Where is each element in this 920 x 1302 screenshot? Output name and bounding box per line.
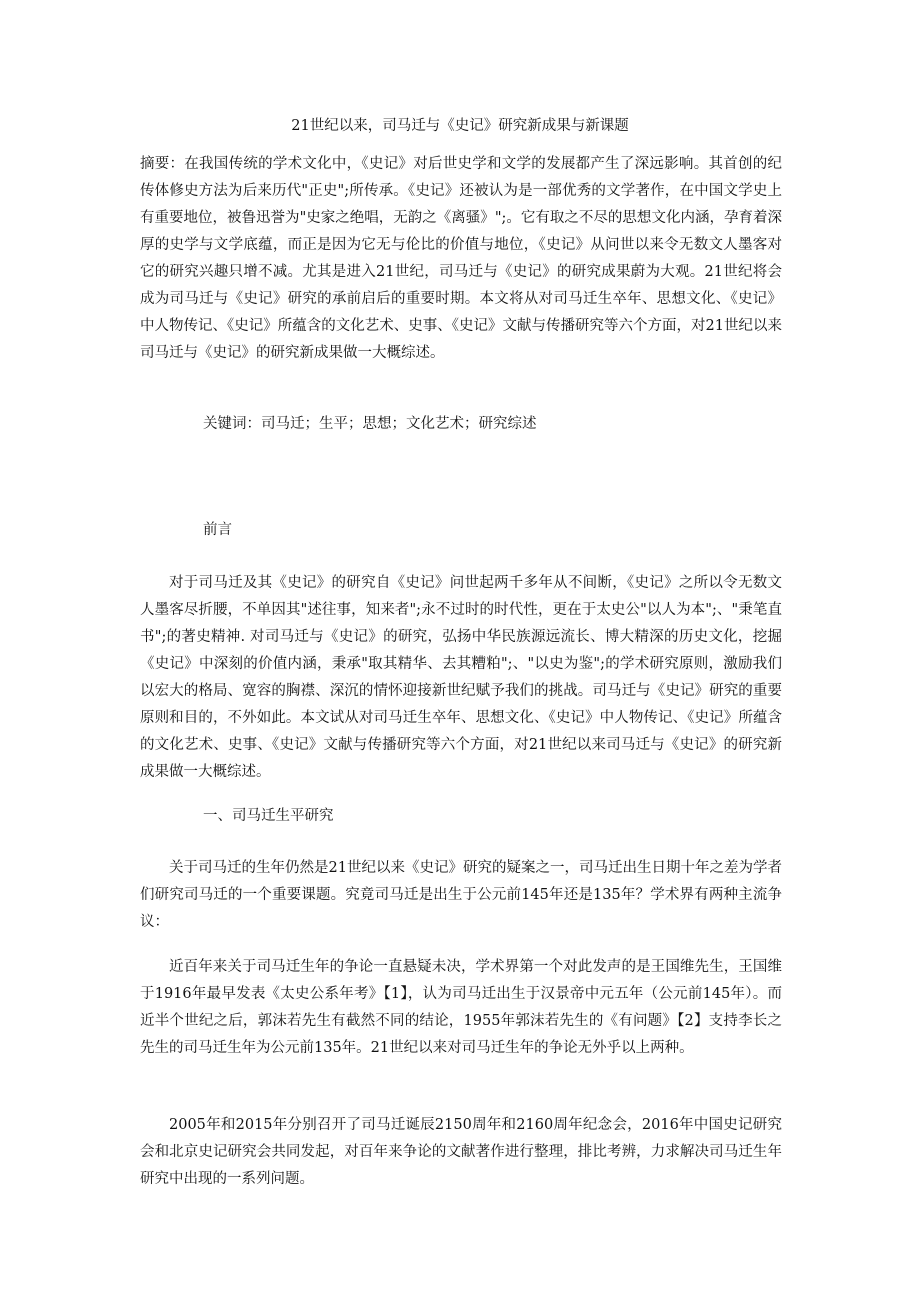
section-1-paragraph-2: 近百年来关于司马迁生年的争论一直悬疑未决，学术界第一个对此发声的是王国维先生，王国维于1916年最早发表《太史公系年考》【1】，认为司马迁出生于汉景帝中元五年（公元前145年）。而近半个世纪之后，郭沫若先生有截然不同的结论，1955年郭沫若先生的《有问题》【2】支持李长之先生的司马迁生年为公元前135年。21世纪以来对司马迁生年的争论无外乎以上两种。 [140, 959, 782, 1056]
document-title: 21世纪以来，司马迁与《史记》研究新成果与新课题 [291, 118, 629, 134]
abstract-paragraph: 摘要：在我国传统的学术文化中，《史记》对后世史学和文学的发展都产生了深远影响。其首创的纪传体修史方法为后来历代"正史";所传承。《史记》还被认为是一部优秀的文学著作，在中国文学史上有重要地位，被鲁迅誉为"史家之绝唱，无韵之《离骚》";。它有取之不尽的思想文化内涵，孕育着深厚的史学与文学底蕴，而正是因为它无与伦比的价值与地位，《史记》从问世以来令无数文人墨客对它的研究兴趣只增不减。尤其是进入21世纪，司马迁与《史记》的研究成果蔚为大观。21世纪将会成为司马迁与《史记》研究的承前启后的重要时期。本文将从对司马迁生卒年、思想文化、《史记》中人物传记、《史记》所蕴含的文化艺术、史事、《史记》文献与传播研究等六个方面，对21世纪以来司马迁与《史记》的研究新成果做一大概综述。 [140, 156, 782, 361]
preface-heading: 前言 [203, 522, 232, 538]
section-1-paragraph-1: 关于司马迁的生年仍然是21世纪以来《史记》研究的疑案之一，司马迁出生日期十年之差为学者们研究司马迁的一个重要课题。究竟司马迁是出生于公元前145年还是135年？学术界有两种主流争议： [140, 860, 782, 930]
keywords-line: 关键词：司马迁；生平；思想；文化艺术；研究综述 [203, 416, 537, 432]
section-1-heading: 一、司马迁生平研究 [203, 808, 334, 824]
section-1-paragraph-3: 2005年和2015年分别召开了司马迁诞辰2150周年和2160周年纪念会，2016年中国史记研究会和北京史记研究会共同发起，对百年来争论的文献著作进行整理，排比考辨，力求解决司马迁生年研究中出现的一系列问题。 [140, 1117, 782, 1187]
preface-paragraph: 对于司马迁及其《史记》的研究自《史记》问世起两千多年从不间断，《史记》之所以令无数文人墨客尽折腰，不单因其"述往事，知来者";永不过时的时代性，更在于太史公"以人为本";、"秉笔直书";的著史精神. 对司马迁与《史记》的研究，弘扬中华民族源远流长、博大精深的历史文化，挖掘《史记》中深刻的价值内涵，秉承"取其精华、去其糟粕";、"以史为鉴";的学术研究原则，激励我们以宏大的格局、宽容的胸襟、深沉的情怀迎接新世纪赋予我们的挑战。司马迁与《史记》研究的重要原则和目的，不外如此。本文试从对司马迁生卒年、思想文化、《史记》中人物传记、《史记》所蕴含的文化艺术、史事、《史记》文献与传播研究等六个方面，对21世纪以来司马迁与《史记》的研究新成果做一大概综述。 [140, 575, 782, 780]
